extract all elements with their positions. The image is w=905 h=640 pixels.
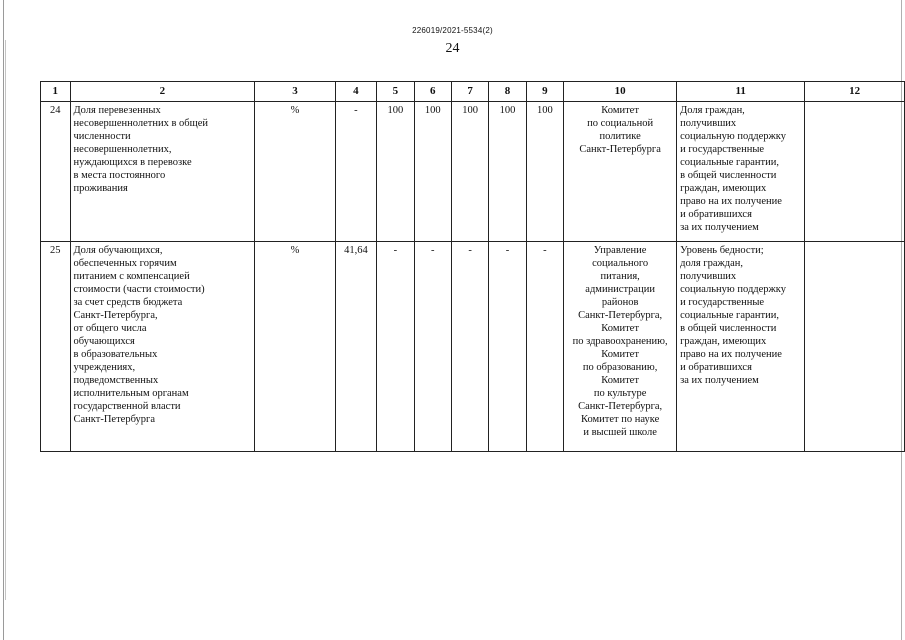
related-indicator-cell-line: социальную поддержку bbox=[680, 131, 787, 142]
related-indicator-cell bbox=[677, 242, 805, 452]
related-indicator-cell-line: в общей численности bbox=[680, 323, 777, 334]
responsible-cell-line: Комитет bbox=[601, 105, 639, 116]
unit-cell: % bbox=[255, 102, 335, 242]
column-header: 4 bbox=[335, 82, 377, 102]
column-header: 5 bbox=[377, 82, 414, 102]
responsible-cell-line: Комитет bbox=[601, 323, 639, 334]
responsible-cell-line: Комитет bbox=[601, 349, 639, 360]
related-indicator-cell-line: и государственные bbox=[680, 144, 765, 155]
indicator-name-cell-line: Санкт-Петербурга, bbox=[73, 310, 158, 321]
responsible-cell bbox=[564, 242, 677, 452]
related-indicator-cell-line: получивших bbox=[680, 118, 737, 129]
column-header: 1 bbox=[41, 82, 71, 102]
indicator-name-cell-line: за счет средств бюджета bbox=[73, 297, 183, 308]
responsible-cell-line: Управление bbox=[593, 245, 647, 256]
related-indicator-cell-line: социальные гарантии, bbox=[680, 310, 779, 321]
responsible-cell-line: по социальной bbox=[587, 118, 654, 129]
base-value-cell: 41,64 bbox=[335, 242, 377, 452]
responsible-cell-line: Санкт-Петербурга bbox=[579, 144, 661, 155]
related-indicator-cell-line: доля граждан, bbox=[680, 258, 743, 269]
indicator-name-cell-line: Доля обучающихся, bbox=[73, 245, 163, 256]
unit-cell: % bbox=[255, 242, 335, 452]
year-value-cell: 100 bbox=[377, 102, 414, 242]
responsible-cell-line: политике bbox=[599, 131, 641, 142]
related-indicator-cell-line: граждан, имеющих bbox=[680, 336, 767, 347]
responsible-cell-line: по культуре bbox=[593, 388, 647, 399]
year-value-cell: - bbox=[489, 242, 526, 452]
column-header: 10 bbox=[564, 82, 677, 102]
indicator-name-cell-line: обучающихся bbox=[73, 336, 135, 347]
related-indicator-cell-line: граждан, имеющих bbox=[680, 183, 767, 194]
indicator-name-cell-line: стоимости (части стоимости) bbox=[73, 284, 205, 295]
year-value-cell: 100 bbox=[526, 102, 563, 242]
indicator-name-cell-line: Доля перевезенных bbox=[73, 105, 161, 116]
indicator-name-cell-line: государственной власти bbox=[73, 401, 181, 412]
extra-cell bbox=[805, 102, 905, 242]
related-indicator-cell-line: в общей численности bbox=[680, 170, 777, 181]
indicator-name-cell-line: несовершеннолетних, bbox=[73, 144, 172, 155]
indicator-name-cell bbox=[70, 102, 255, 242]
related-indicator-cell-line: Уровень бедности; bbox=[680, 245, 764, 256]
year-value-cell: - bbox=[526, 242, 563, 452]
year-value-cell: - bbox=[377, 242, 414, 452]
responsible-cell bbox=[564, 102, 677, 242]
page-number: 24 bbox=[445, 41, 460, 56]
responsible-cell-line: Комитет по науке bbox=[581, 414, 660, 425]
responsible-cell-line: питания, bbox=[600, 271, 640, 282]
row-number-cell: 25 bbox=[41, 242, 71, 452]
indicator-name-cell-line: учреждениях, bbox=[73, 362, 136, 373]
table-row bbox=[41, 102, 905, 242]
indicator-name-cell-line: питанием с компенсацией bbox=[73, 271, 190, 282]
document-id: 226019/2021-5534(2) bbox=[412, 26, 493, 35]
related-indicator-cell-line: социальные гарантии, bbox=[680, 157, 779, 168]
indicator-name-cell-line: нуждающихся в перевозке bbox=[73, 157, 192, 168]
table-row bbox=[41, 242, 905, 452]
indicator-name-cell-line: численности bbox=[73, 131, 131, 142]
indicator-name-cell-line: от общего числа bbox=[73, 323, 147, 334]
related-indicator-cell-line: за их получением bbox=[680, 375, 759, 386]
responsible-cell-line: Комитет bbox=[601, 375, 639, 386]
related-indicator-cell-line: получивших bbox=[680, 271, 737, 282]
column-header: 2 bbox=[70, 82, 255, 102]
related-indicator-cell bbox=[677, 102, 805, 242]
responsible-cell-line: районов bbox=[601, 297, 639, 308]
responsible-cell-line: по образованию, bbox=[582, 362, 658, 373]
base-value-cell: - bbox=[335, 102, 377, 242]
indicator-name-cell-line: в места постоянного bbox=[73, 170, 166, 181]
indicator-name-cell-line: в образовательных bbox=[73, 349, 158, 360]
year-value-cell: 100 bbox=[414, 102, 451, 242]
indicator-name-cell-line: обеспеченных горячим bbox=[73, 258, 177, 269]
related-indicator-cell-line: и обратившихся bbox=[680, 362, 752, 373]
indicator-name-cell-line: несовершеннолетних в общей bbox=[73, 118, 208, 129]
responsible-cell-line: по здравоохранению, bbox=[572, 336, 668, 347]
indicator-name-cell-line: исполнительным органам bbox=[73, 388, 189, 399]
column-header: 3 bbox=[255, 82, 335, 102]
responsible-cell-line: Санкт-Петербурга, bbox=[578, 310, 663, 321]
column-header: 6 bbox=[414, 82, 451, 102]
responsible-cell-line: социального bbox=[592, 258, 649, 269]
responsible-cell-line: и высшей школе bbox=[583, 427, 657, 438]
scan-edge-left-inner bbox=[5, 40, 6, 600]
column-header: 11 bbox=[677, 82, 805, 102]
indicator-name-cell bbox=[70, 242, 255, 452]
indicator-name-cell-line: проживания bbox=[73, 183, 128, 194]
related-indicator-cell-line: и государственные bbox=[680, 297, 765, 308]
indicators-table bbox=[40, 81, 905, 452]
scan-edge-left bbox=[3, 0, 4, 640]
responsible-cell-line: Санкт-Петербурга, bbox=[578, 401, 663, 412]
related-indicator-cell-line: за их получением bbox=[680, 222, 759, 233]
related-indicator-cell-line: Доля граждан, bbox=[680, 105, 745, 116]
related-indicator-cell-line: социальную поддержку bbox=[680, 284, 787, 295]
extra-cell bbox=[805, 242, 905, 452]
related-indicator-cell-line: право на их получение bbox=[680, 349, 782, 360]
column-header: 12 bbox=[805, 82, 905, 102]
year-value-cell: 100 bbox=[489, 102, 526, 242]
column-header: 9 bbox=[526, 82, 563, 102]
indicator-name-cell-line: Санкт-Петербурга bbox=[73, 414, 155, 425]
column-header: 8 bbox=[489, 82, 526, 102]
row-number-cell: 24 bbox=[41, 102, 71, 242]
related-indicator-cell-line: право на их получение bbox=[680, 196, 782, 207]
related-indicator-cell-line: и обратившихся bbox=[680, 209, 752, 220]
indicator-name-cell-line: подведомственных bbox=[73, 375, 159, 386]
year-value-cell: - bbox=[451, 242, 488, 452]
year-value-cell: 100 bbox=[451, 102, 488, 242]
column-header: 7 bbox=[451, 82, 488, 102]
responsible-cell-line: администрации bbox=[585, 284, 655, 295]
year-value-cell: - bbox=[414, 242, 451, 452]
table-header-row bbox=[41, 82, 905, 102]
